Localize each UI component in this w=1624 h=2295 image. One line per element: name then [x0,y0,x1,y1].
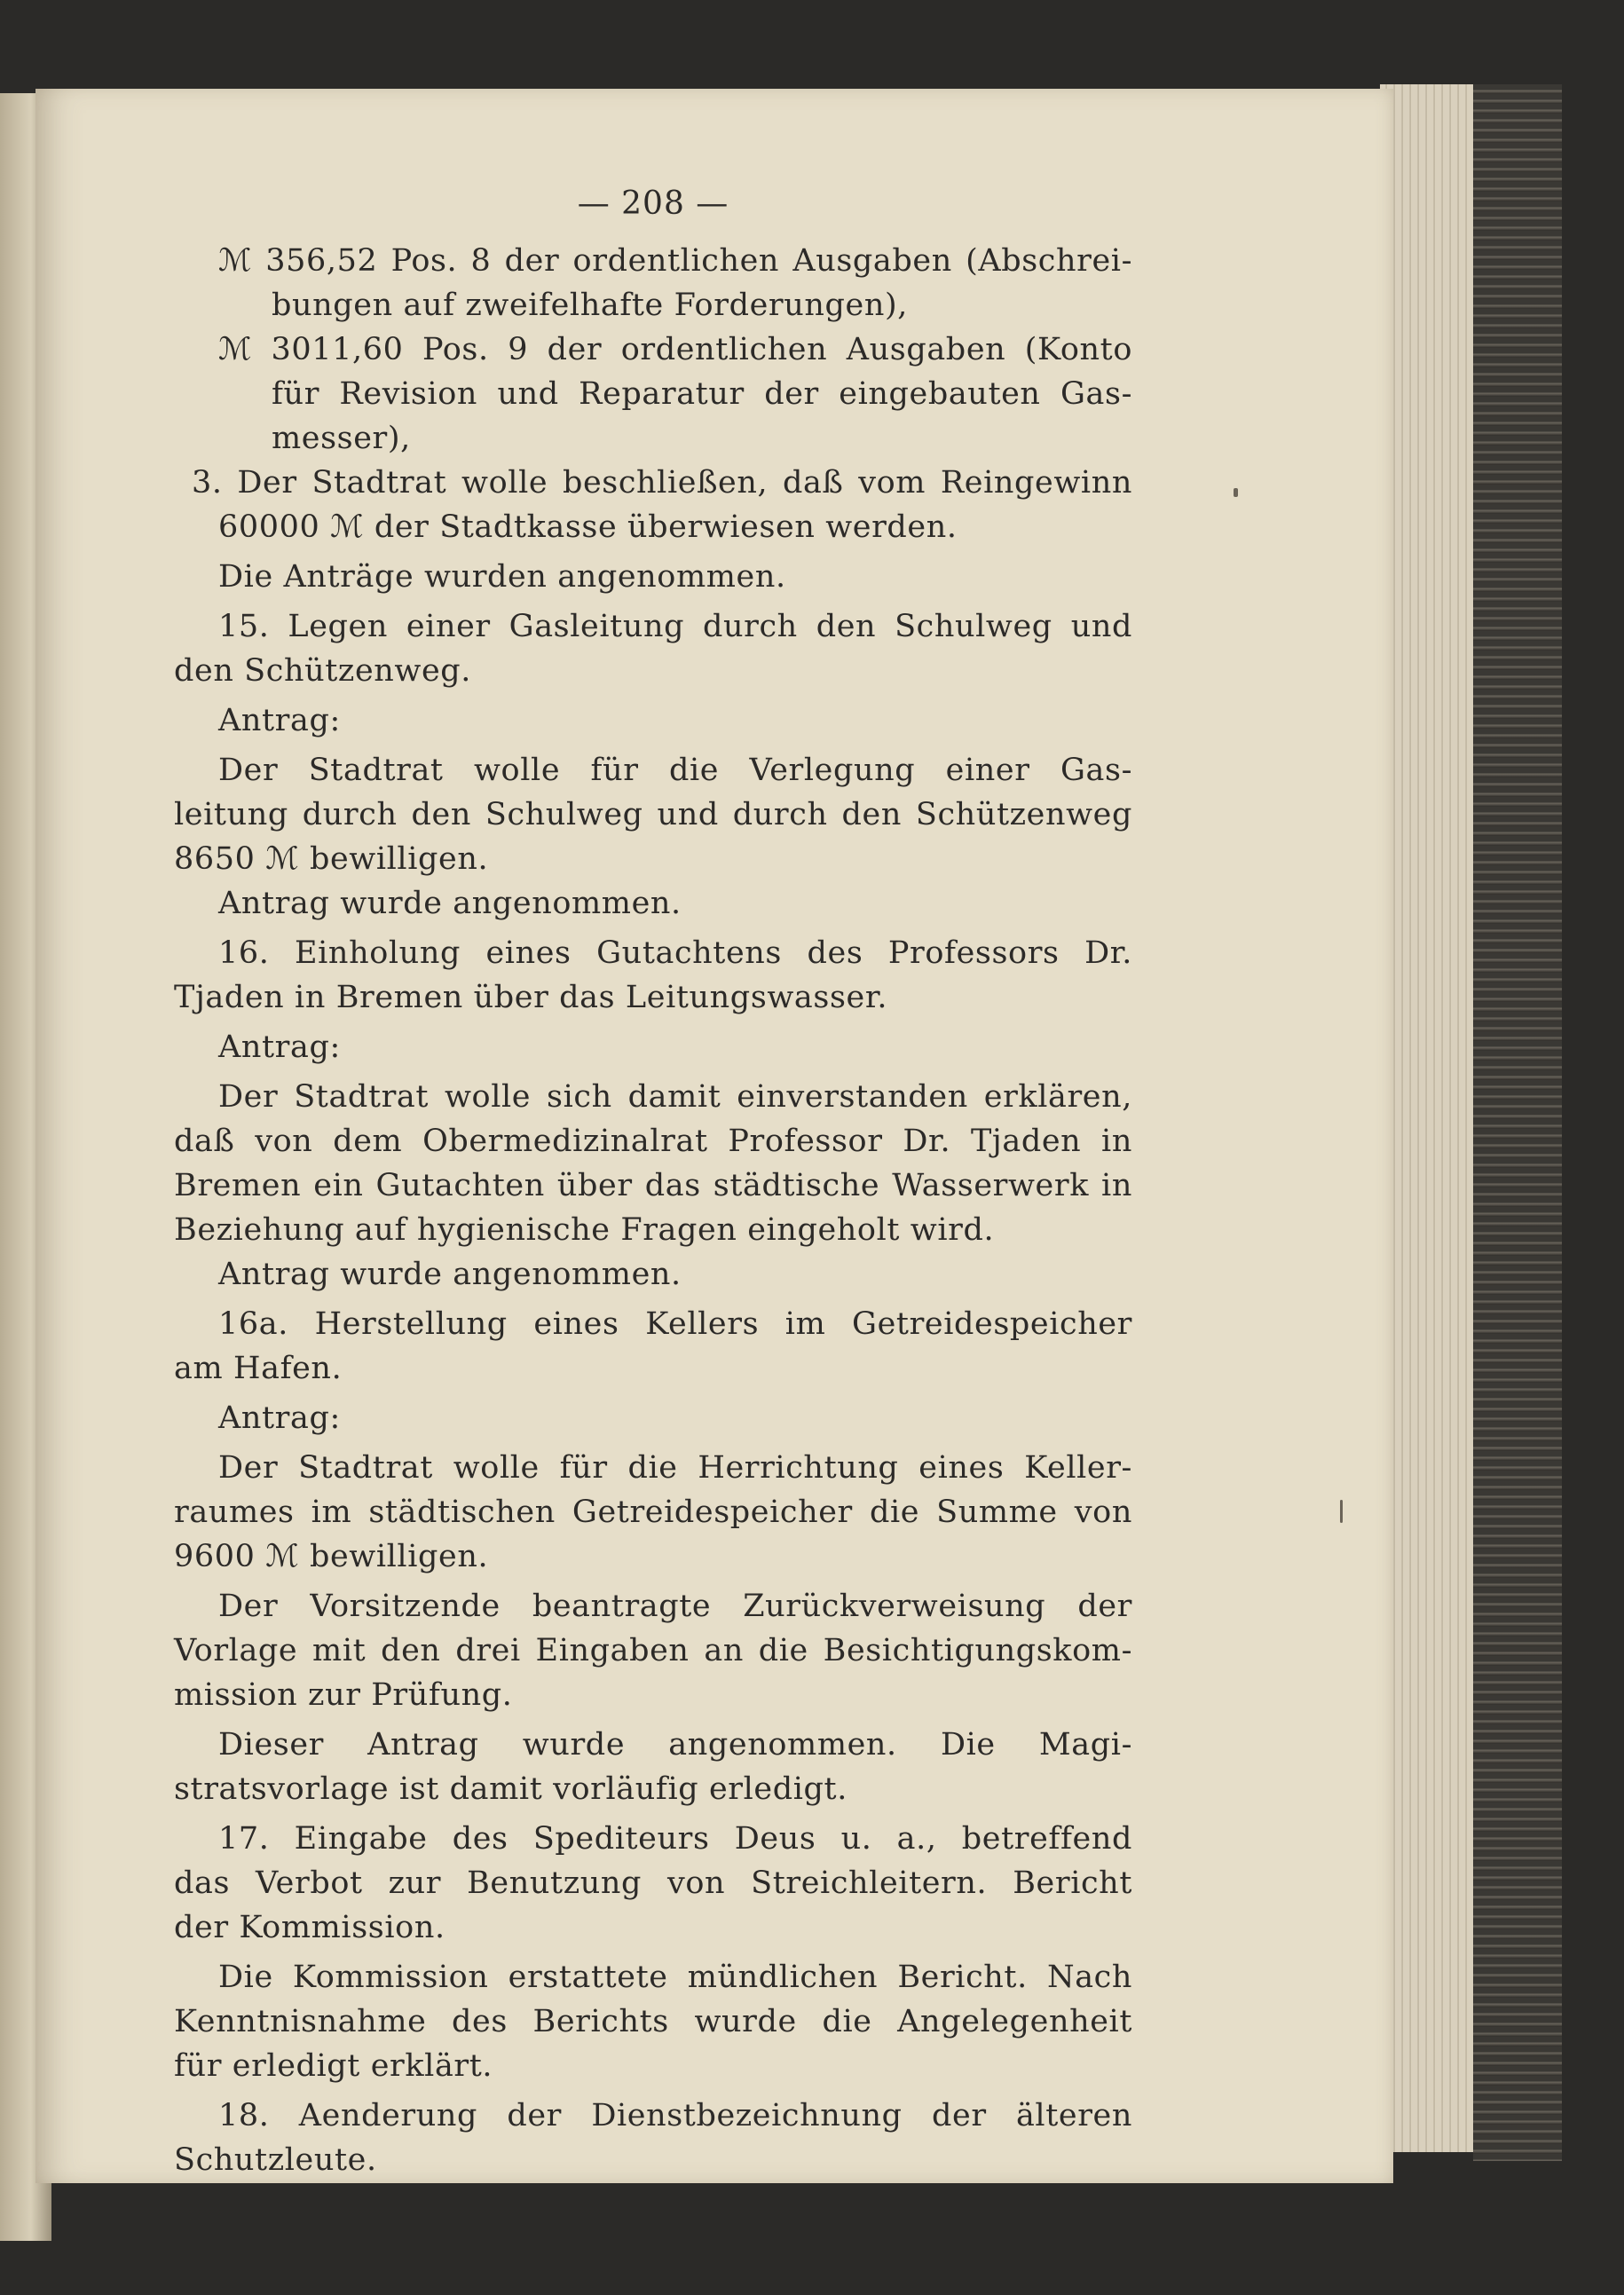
text-line: 18. Aenderung der Dienstbezeichnung der älteren [218,2098,1132,2133]
page-speck [1234,488,1238,497]
book-page [35,89,1393,2183]
text-line: Antrag wurde angenommen. [218,886,682,921]
text-line: stratsvorlage ist damit vorläufig erledigt. [174,1771,847,1807]
text-line: Der Vorsitzende beantragte Zurückverweisung der [218,1589,1132,1624]
text-line: Kenntnisnahme des Berichts wurde die Angelegenheit [174,2004,1132,2039]
text-line: Vorlage mit den drei Eingaben an die Besichtigungskom- [174,1633,1132,1668]
text-line: Dieser Antrag wurde angenommen. Die Magi- [218,1727,1132,1763]
page-stack-edge [1380,84,1478,2152]
text-line: 3. Der Stadtrat wolle beschließen, daß vom Reingewinn [192,465,1132,501]
text-line: messer), [272,421,411,456]
text-line: 16a. Herstellung eines Kellers im Getreidespeicher [218,1306,1132,1342]
text-line: für erledigt erklärt. [174,2048,493,2084]
text-line: am Hafen. [174,1351,343,1386]
text-line: Antrag: [218,1400,341,1436]
text-line: Bremen ein Gutachten über das städtische Wasserwerk in [174,1168,1132,1203]
page-number: — 208 — [577,185,729,222]
text-line: Tjaden in Bremen über das Leitungswasser. [174,980,888,1015]
text-line: mission zur Prüfung. [174,1677,513,1713]
text-line: das Verbot zur Benutzung von Streichleitern. Bericht [174,1865,1132,1901]
text-line: ℳ 3011,60 Pos. 9 der ordentlichen Ausgaben (Konto [218,332,1132,367]
text-line: 16. Einholung eines Gutachtens des Professors Dr. [218,935,1132,971]
text-line: den Schützenweg. [174,653,472,689]
text-line: für Revision und Reparatur der eingebauten Gas- [272,376,1132,412]
text-line: der Kommission. [174,1910,445,1945]
text-line: Antrag: [218,1029,341,1065]
text-line: 15. Legen einer Gasleitung durch den Schulweg und [218,609,1132,644]
text-line: Der Stadtrat wolle für die Herrichtung eines Keller- [218,1450,1132,1486]
page-text [174,182,1132,2182]
book-cover-edge [1473,84,1562,2161]
text-line: Schutzleute. [174,2142,377,2178]
text-line: daß von dem Obermedizinalrat Professor Dr. Tjaden in [174,1124,1132,1159]
text-line: ℳ 356,52 Pos. 8 der ordentlichen Ausgaben (Abschrei- [218,243,1132,279]
text-line: leitung durch den Schulweg und durch den Schützenweg [174,797,1132,832]
text-line: bungen auf zweifelhafte Forderungen), [272,288,908,323]
text-line: 9600 ℳ bewilligen. [174,1539,489,1574]
text-line: Der Stadtrat wolle für die Verlegung einer Gas- [218,753,1132,788]
page-speck [1340,1500,1343,1523]
text-line: 60000 ℳ der Stadtkasse überwiesen werden. [218,509,958,545]
text-line: raumes im städtischen Getreidespeicher die Summe von [174,1495,1132,1530]
text-line: 17. Eingabe des Spediteurs Deus u. a., betreffend [218,1821,1132,1857]
text-line: Die Kommission erstattete mündlichen Bericht. Nach [218,1960,1132,1995]
text-line: 8650 ℳ bewilligen. [174,841,489,877]
text-line: Der Stadtrat wolle sich damit einverstanden erklären, [218,1079,1132,1115]
text-line: Die Anträge wurden angenommen. [218,559,786,595]
text-line: Antrag wurde angenommen. [218,1257,682,1292]
text-line: Antrag: [218,703,341,738]
text-line: Beziehung auf hygienische Fragen eingeholt wird. [174,1212,995,1248]
